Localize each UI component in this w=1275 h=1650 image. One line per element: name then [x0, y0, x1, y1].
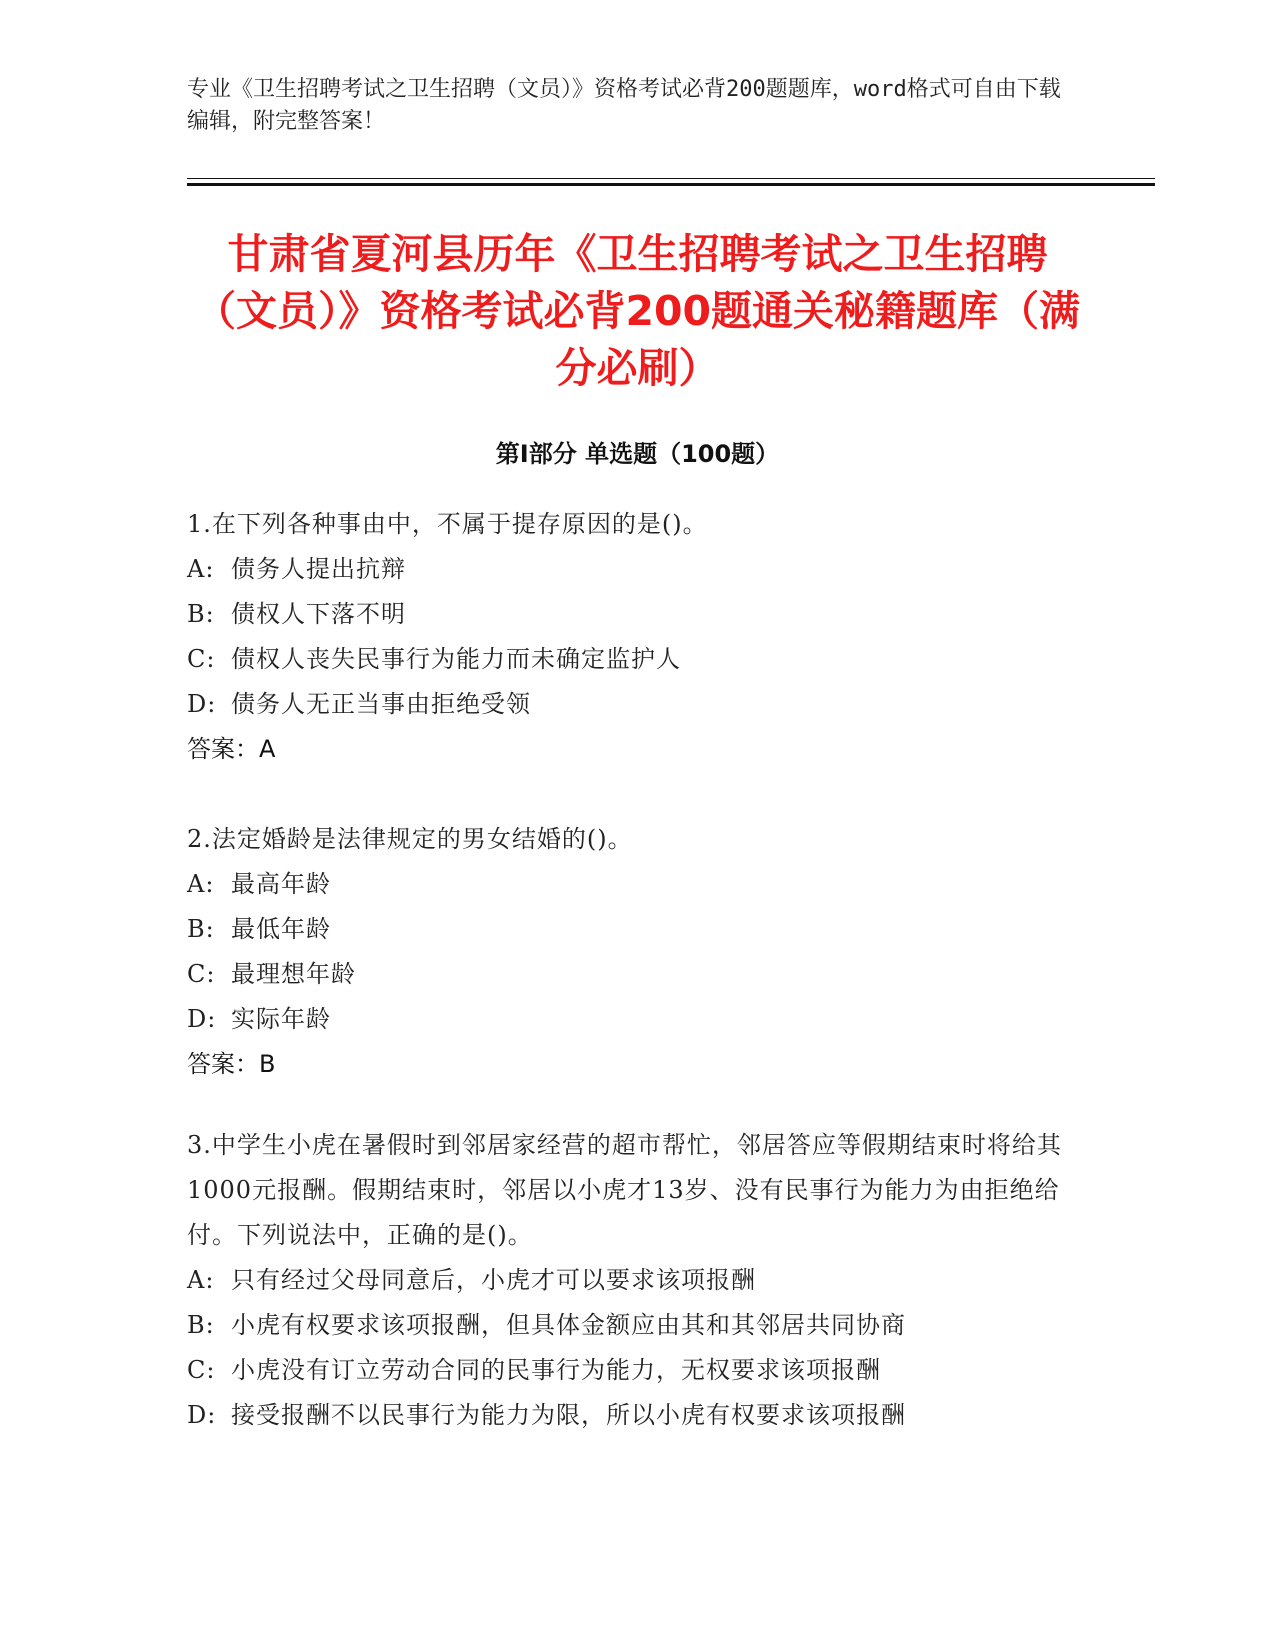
option-text: 债务人无正当事由拒绝受领	[231, 690, 531, 718]
option-d	[187, 682, 1087, 727]
option-letter: C:	[187, 645, 216, 673]
answer: 答案：B	[187, 1050, 276, 1078]
option-b	[187, 907, 1087, 952]
option-text: 小虎没有订立劳动合同的民事行为能力，无权要求该项报酬	[231, 1356, 881, 1384]
option-text: 小虎有权要求该项报酬，但具体金额应由其和其邻居共同协商	[231, 1311, 906, 1339]
option-text: 最低年龄	[231, 915, 331, 943]
question-stem: 3.中学生小虎在暑假时到邻居家经营的超市帮忙，邻居答应等假期结束时将给其1000元报酬。假期结束时，邻居以小虎才13岁、没有民事行为能力为由拒绝给付。下列说法中，正确的是()。	[187, 1131, 1062, 1249]
option-letter: B:	[187, 600, 215, 628]
option-a	[187, 862, 1087, 907]
option-a	[187, 547, 1087, 592]
option-c	[187, 1348, 1087, 1393]
section-title: 第Ⅰ部分 单选题（100题）	[495, 440, 780, 468]
option-c	[187, 637, 1087, 682]
option-d	[187, 1393, 1087, 1438]
option-letter: A:	[187, 870, 215, 898]
header-note: 专业《卫生招聘考试之卫生招聘（文员）》资格考试必背200题题库，word格式可自由下载编辑，附完整答案！	[187, 77, 1061, 134]
option-text: 债权人丧失民事行为能力而未确定监护人	[231, 645, 681, 673]
option-letter: D:	[187, 1401, 217, 1429]
header-rule-thick	[187, 183, 1155, 186]
question-stem: 2.法定婚龄是法律规定的男女结婚的()。	[187, 825, 633, 853]
option-b	[187, 592, 1087, 637]
option-letter: C:	[187, 1356, 216, 1384]
option-text: 接受报酬不以民事行为能力为限，所以小虎有权要求该项报酬	[231, 1401, 906, 1429]
answer: 答案：A	[187, 735, 276, 763]
option-d	[187, 997, 1087, 1042]
header-rule-thin	[187, 178, 1155, 179]
option-letter: B:	[187, 1311, 215, 1339]
option-text: 债务人提出抗辩	[231, 555, 406, 583]
option-letter: B:	[187, 915, 215, 943]
option-letter: A:	[187, 1266, 215, 1294]
option-text: 最理想年龄	[231, 960, 356, 988]
option-letter: A:	[187, 555, 215, 583]
question-3	[187, 1123, 1087, 1438]
option-letter: D:	[187, 690, 217, 718]
option-text: 实际年龄	[231, 1005, 331, 1033]
option-text: 债权人下落不明	[231, 600, 406, 628]
question-2	[187, 817, 1087, 1087]
question-1	[187, 502, 1087, 772]
option-letter: D:	[187, 1005, 217, 1033]
option-letter: C:	[187, 960, 216, 988]
document-title: 甘肃省夏河县历年《卫生招聘考试之卫生招聘（文员）》资格考试必背200题通关秘籍题库（满分必刷）	[194, 230, 1081, 392]
option-b	[187, 1303, 1087, 1348]
option-c	[187, 952, 1087, 997]
question-stem: 1.在下列各种事由中，不属于提存原因的是()。	[187, 510, 708, 538]
option-text: 最高年龄	[231, 870, 331, 898]
option-a	[187, 1258, 1087, 1303]
option-text: 只有经过父母同意后，小虎才可以要求该项报酬	[231, 1266, 756, 1294]
